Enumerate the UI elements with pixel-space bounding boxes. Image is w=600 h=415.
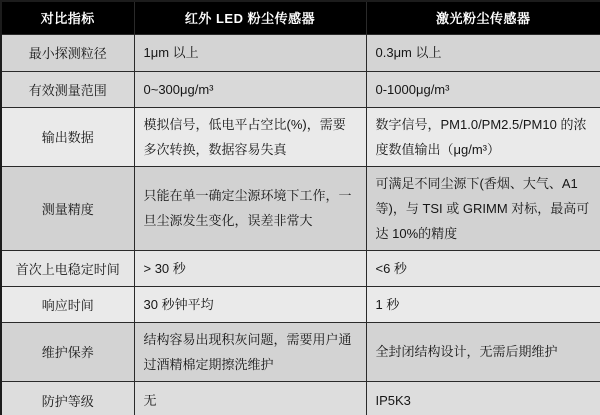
infrared-value: > 30 秒 [134, 250, 366, 286]
table-row-output-data [1, 107, 600, 166]
metric-label: 测量精度 [1, 166, 134, 250]
laser-value: IP5K3 [366, 381, 600, 415]
table-row-measure-range [1, 71, 600, 107]
table-row-min-particle-size [1, 34, 600, 71]
header-cell-laser-sensor: 激光粉尘传感器 [366, 1, 600, 34]
laser-value: 1 秒 [366, 286, 600, 322]
laser-value: <6 秒 [366, 250, 600, 286]
laser-value: 0-1000μg/m³ [366, 71, 600, 107]
table-row-maintenance [1, 322, 600, 381]
table-header-row [1, 1, 600, 34]
metric-label: 最小探测粒径 [1, 34, 134, 71]
metric-label: 防护等级 [1, 381, 134, 415]
infrared-value: 结构容易出现积灰问题，需要用户通过酒精棉定期擦洗维护 [134, 322, 366, 381]
metric-label: 首次上电稳定时间 [1, 250, 134, 286]
metric-label: 响应时间 [1, 286, 134, 322]
header-cell-metric: 对比指标 [1, 1, 134, 34]
metric-label: 有效测量范围 [1, 71, 134, 107]
infrared-value: 无 [134, 381, 366, 415]
table-row-startup-stabilize-time [1, 250, 600, 286]
infrared-value: 模拟信号，低电平占空比(%)，需要多次转换，数据容易失真 [134, 107, 366, 166]
laser-value: 可满足不同尘源下(香烟、大气、A1 等)，与 TSI 或 GRIMM 对标，最高可达 10%的精度 [366, 166, 600, 250]
infrared-value: 0~300μg/m³ [134, 71, 366, 107]
metric-label: 维护保养 [1, 322, 134, 381]
infrared-value: 只能在单一确定尘源环境下工作，一旦尘源发生变化，误差非常大 [134, 166, 366, 250]
table-row-response-time [1, 286, 600, 322]
header-cell-infrared-sensor: 红外 LED 粉尘传感器 [134, 1, 366, 34]
laser-value: 全封闭结构设计，无需后期维护 [366, 322, 600, 381]
laser-value: 数字信号，PM1.0/PM2.5/PM10 的浓度数值输出（μg/m³） [366, 107, 600, 166]
table-row-protection-rating [1, 381, 600, 415]
laser-value: 0.3μm 以上 [366, 34, 600, 71]
infrared-value: 30 秒钟平均 [134, 286, 366, 322]
table-row-accuracy [1, 166, 600, 250]
metric-label: 输出数据 [1, 107, 134, 166]
infrared-value: 1μm 以上 [134, 34, 366, 71]
